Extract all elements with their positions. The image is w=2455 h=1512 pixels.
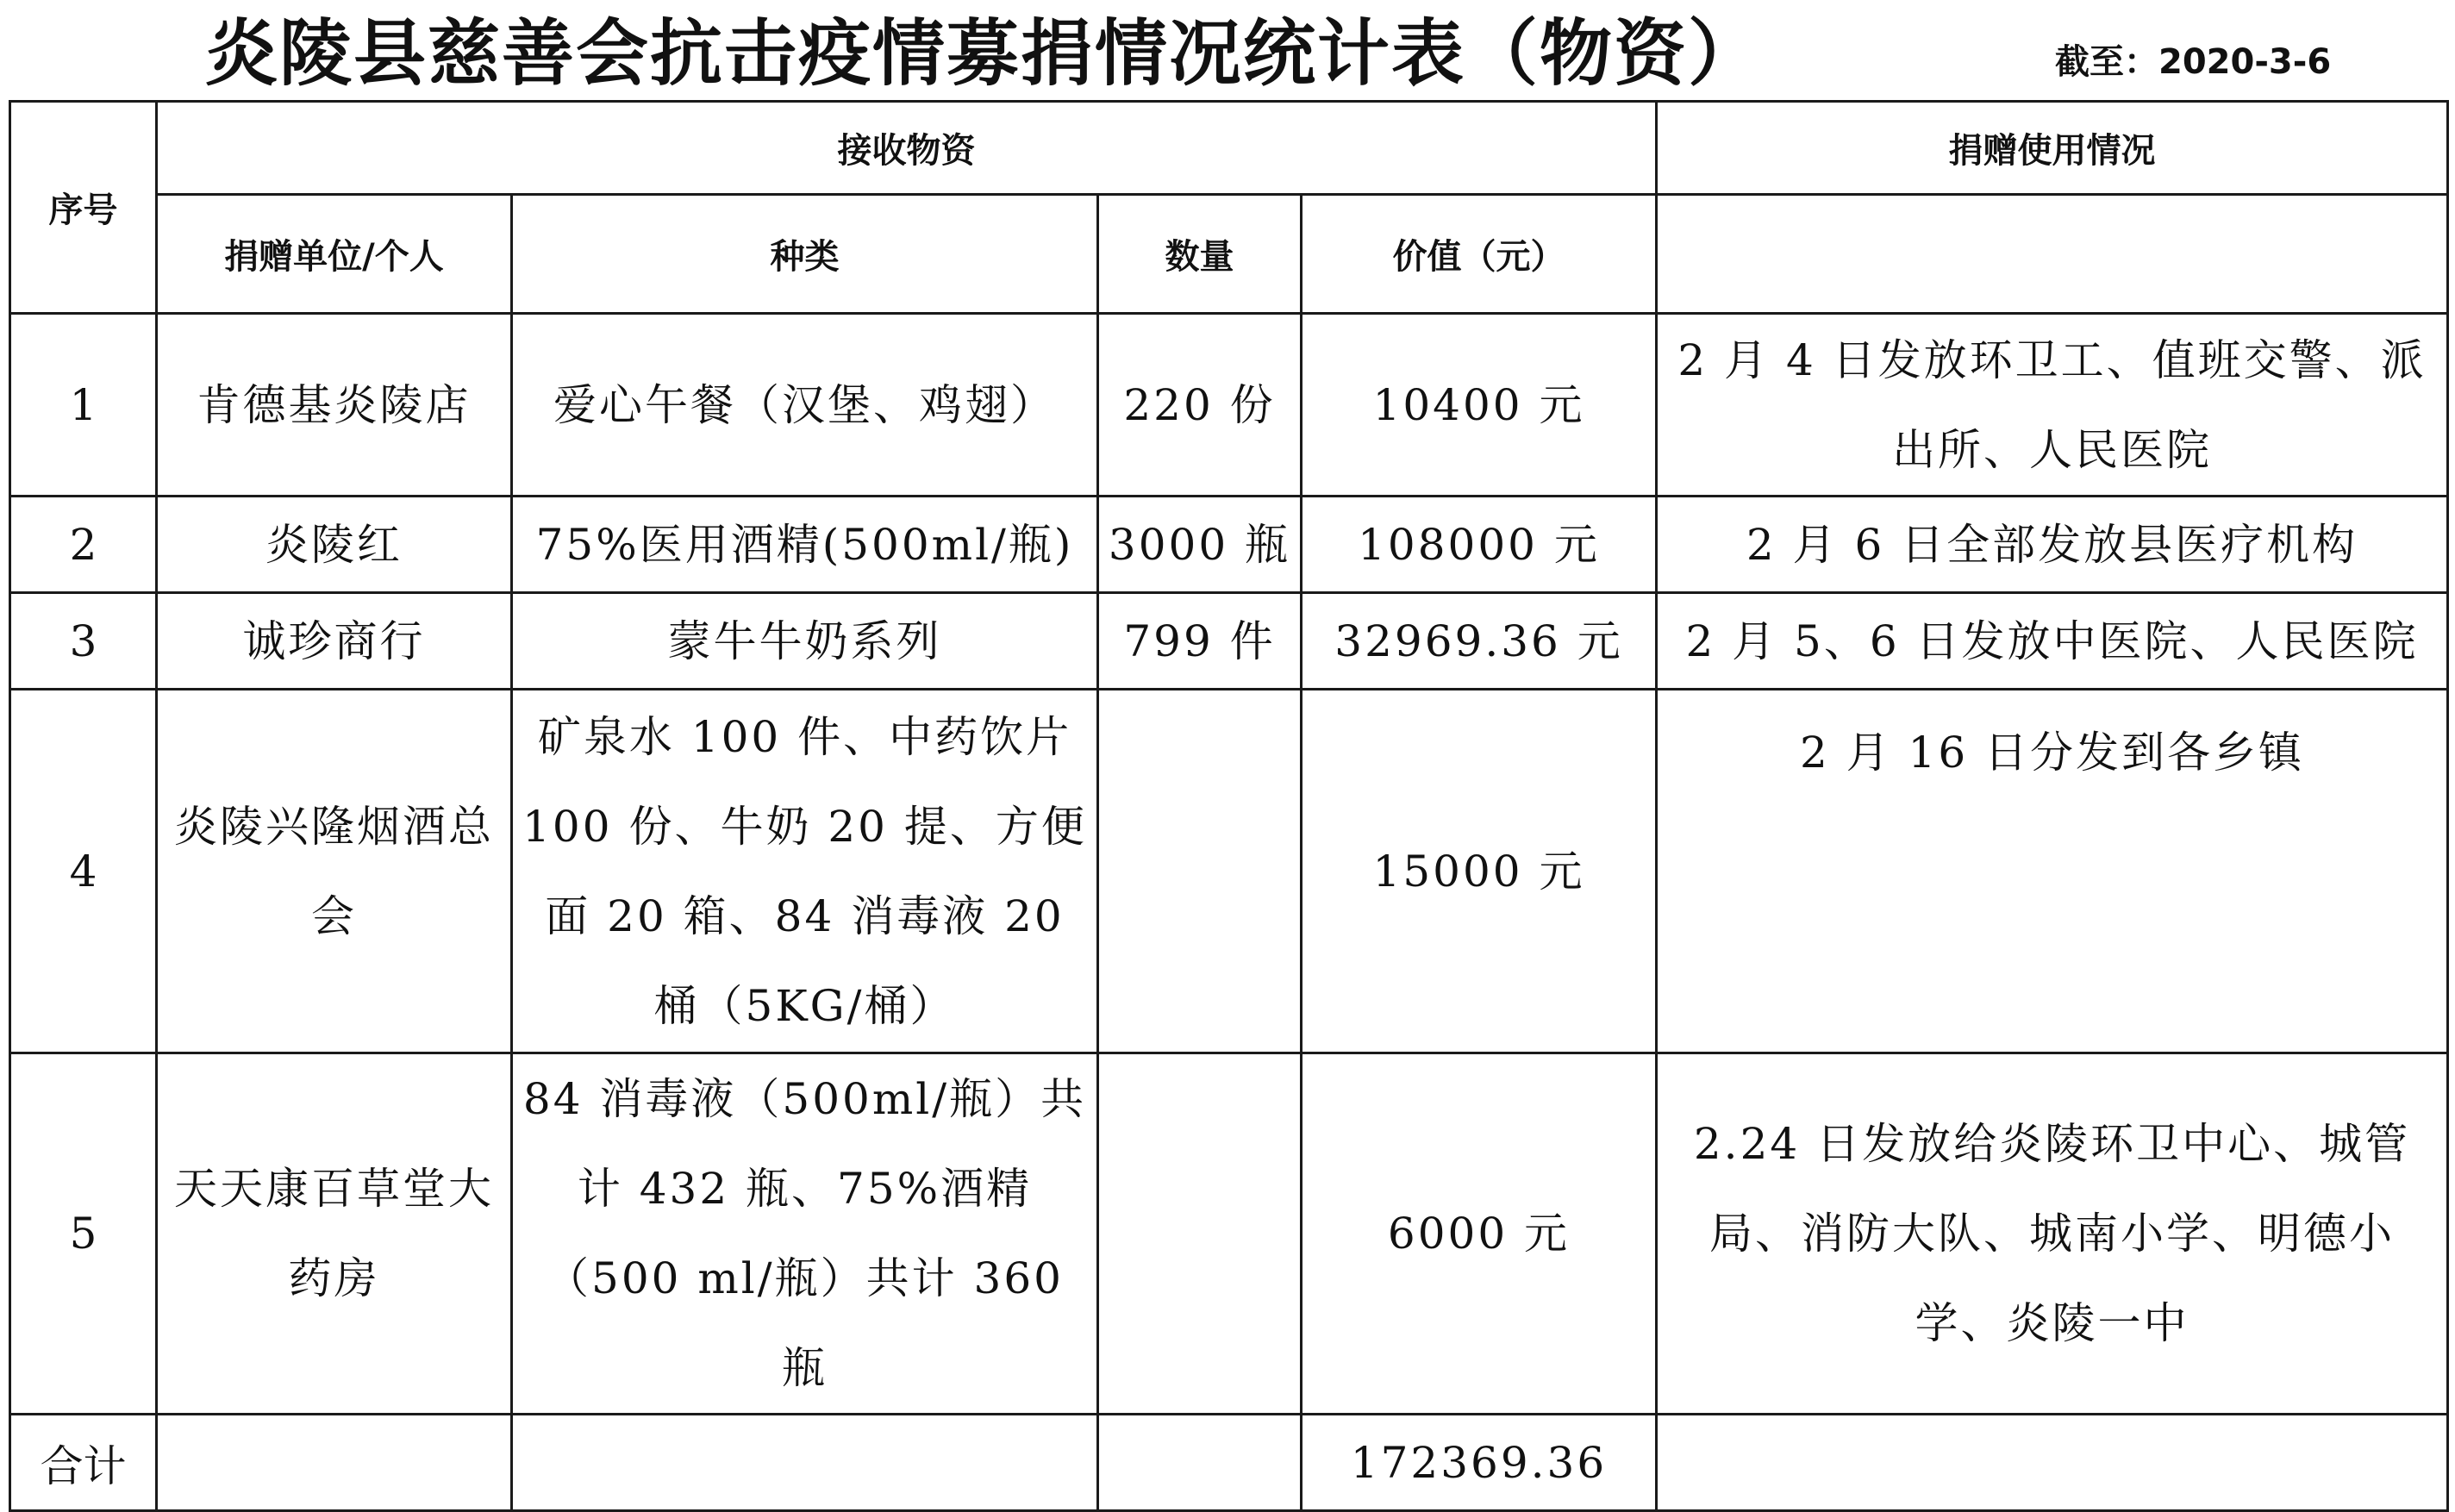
row-quantity: 799 件 — [1098, 593, 1302, 690]
row-type: 84 消毒液（500ml/瓶）共计 432 瓶、75%酒精（500 ml/瓶）共计 360 瓶 — [512, 1053, 1098, 1415]
header-donor: 捐赠单位/个人 — [157, 195, 512, 314]
row-usage: 2 月 5、6 日发放中医院、人民医院 — [1657, 593, 2448, 690]
row-quantity: 3000 瓶 — [1098, 497, 1302, 593]
row-usage: 2 月 6 日全部发放县医疗机构 — [1657, 497, 2448, 593]
header-usage-empty — [1657, 195, 2448, 314]
date-text: 截至：2020-3-6 — [2055, 42, 2332, 82]
header-row-2 — [10, 195, 2448, 314]
row-quantity: 220 份 — [1098, 314, 1302, 497]
row-usage: 2 月 16 日分发到各乡镇 — [1657, 690, 2448, 1053]
header-seq: 序号 — [10, 102, 157, 314]
table-row — [10, 593, 2448, 690]
row-seq: 1 — [10, 314, 157, 497]
total-empty-usage — [1657, 1415, 2448, 1511]
header-value: 价值（元） — [1302, 195, 1657, 314]
row-seq: 3 — [10, 593, 157, 690]
row-quantity — [1098, 690, 1302, 1053]
row-quantity — [1098, 1053, 1302, 1415]
row-type: 矿泉水 100 件、中药饮片 100 份、牛奶 20 提、方便面 20 箱、84 消毒液 20 桶（5KG/桶） — [512, 690, 1098, 1053]
total-empty-donor — [157, 1415, 512, 1511]
page-title: 炎陵县慈善会抗击疫情募捐情况统计表（物资） — [205, 11, 1763, 96]
table-row — [10, 690, 2448, 1053]
row-type: 蒙牛牛奶系列 — [512, 593, 1098, 690]
header-received-group: 接收物资 — [157, 102, 1657, 195]
row-value: 15000 元 — [1302, 690, 1657, 1053]
row-donor: 肯德基炎陵店 — [157, 314, 512, 497]
row-seq: 2 — [10, 497, 157, 593]
row-donor: 天天康百草堂大药房 — [157, 1053, 512, 1415]
table-row — [10, 497, 2448, 593]
row-value: 108000 元 — [1302, 497, 1657, 593]
row-value: 6000 元 — [1302, 1053, 1657, 1415]
table-row — [10, 314, 2448, 497]
row-seq: 5 — [10, 1053, 157, 1415]
row-type: 爱心午餐（汉堡、鸡翅） — [512, 314, 1098, 497]
total-value: 172369.36 — [1302, 1415, 1657, 1511]
row-type: 75%医用酒精(500ml/瓶) — [512, 497, 1098, 593]
total-label: 合计 — [10, 1415, 157, 1511]
row-donor: 炎陵兴隆烟酒总会 — [157, 690, 512, 1053]
donation-table — [9, 100, 2449, 1512]
row-usage: 2.24 日发放给炎陵环卫中心、城管局、消防大队、城南小学、明德小学、炎陵一中 — [1657, 1053, 2448, 1415]
date-label — [2055, 38, 2331, 86]
table-row — [10, 1053, 2448, 1415]
header-quantity: 数量 — [1098, 195, 1302, 314]
row-donor: 炎陵红 — [157, 497, 512, 593]
total-row — [10, 1415, 2448, 1511]
row-usage: 2 月 4 日发放环卫工、值班交警、派出所、人民医院 — [1657, 314, 2448, 497]
row-value: 10400 元 — [1302, 314, 1657, 497]
total-empty-type — [512, 1415, 1098, 1511]
row-value: 32969.36 元 — [1302, 593, 1657, 690]
title-bar — [0, 0, 2455, 100]
total-empty-quantity — [1098, 1415, 1302, 1511]
row-donor: 诚珍商行 — [157, 593, 512, 690]
header-row-1 — [10, 102, 2448, 195]
header-type: 种类 — [512, 195, 1098, 314]
header-usage-group: 捐赠使用情况 — [1657, 102, 2448, 195]
row-seq: 4 — [10, 690, 157, 1053]
